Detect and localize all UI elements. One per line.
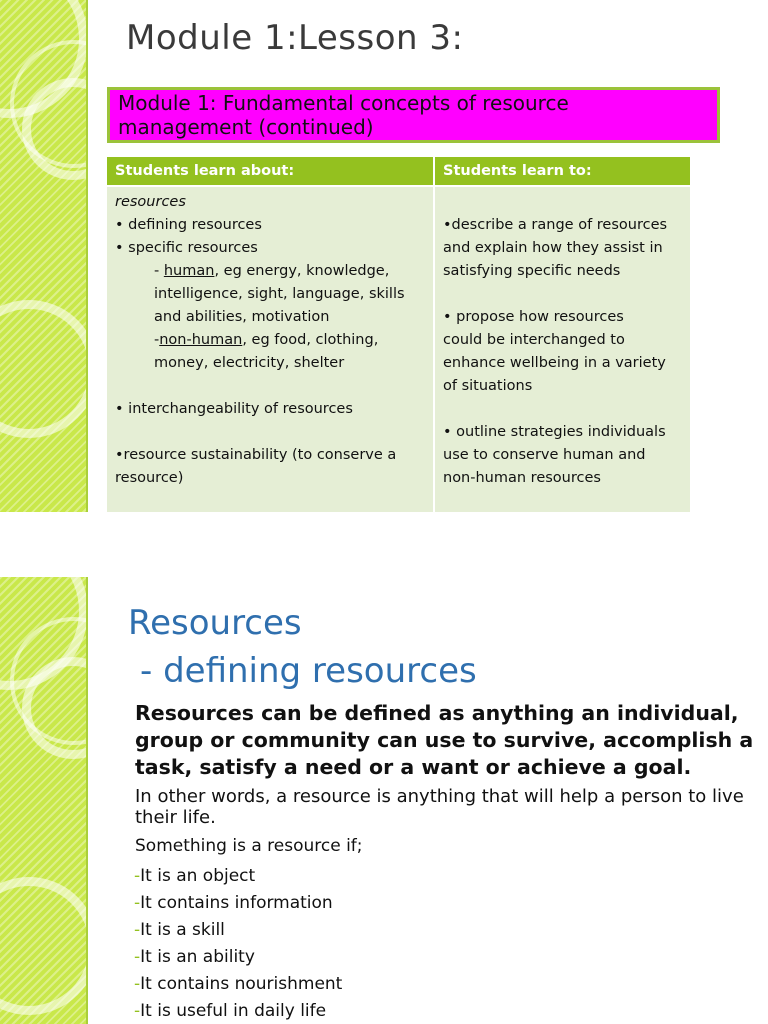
nonhuman-line: money, electricity, shelter (154, 355, 345, 371)
slide-title: Module 1:Lesson 3: (126, 18, 464, 58)
nonhuman-line (115, 329, 425, 352)
list-item (134, 863, 342, 890)
nonhuman-prefix: - (154, 332, 160, 348)
spacer (115, 375, 425, 398)
learn-to-line: enhance wellbeing in a variety (443, 355, 666, 371)
list-item-text: It is a skill (140, 920, 225, 940)
nonhuman-term: non-human (159, 332, 243, 348)
human-line: and abilities, motivation (154, 309, 330, 325)
dash-bullet: - (134, 1001, 141, 1021)
nonhuman-rest: , eg food, clothing, (242, 332, 379, 348)
learn-about-item: • interchangeability of resources (115, 401, 353, 417)
human-rest: , eg energy, knowledge, (214, 263, 390, 279)
decorative-ring (0, 877, 86, 1015)
table-header-row (107, 157, 690, 186)
header-learn-about: Students learn about: (107, 157, 434, 186)
list-item (134, 944, 342, 971)
learn-about-item: • specific resources (115, 240, 258, 256)
learn-about-item: resource) (115, 470, 184, 486)
dash-bullet: - (134, 974, 141, 994)
learn-to-line: and explain how they assist in (443, 240, 663, 256)
dash-bullet: - (134, 893, 141, 913)
spacer (115, 421, 425, 444)
learn-to-line: • outline strategies individuals (443, 424, 666, 440)
learn-to-line: could be interchanged to (443, 332, 625, 348)
slide-subheading: - defining resources (140, 651, 477, 691)
learn-to-line: of situations (443, 378, 533, 394)
band-edge (86, 577, 88, 1024)
learn-about-item: •resource sustainability (to conserve a (115, 447, 397, 463)
human-line (115, 260, 425, 283)
other-words-paragraph: In other words, a resource is anything that will help a person to live their life. (135, 786, 744, 828)
learn-to-line: satisfying specific needs (443, 263, 621, 279)
slide-defining-resources (0, 577, 768, 1024)
list-item-text: It is useful in daily life (140, 1001, 327, 1021)
dash-bullet: - (134, 947, 141, 967)
learn-to-line: non-human resources (443, 470, 601, 486)
list-item (134, 890, 342, 917)
human-term: human (163, 263, 215, 279)
decorative-lime-band (0, 577, 86, 1024)
syllabus-table (107, 157, 690, 512)
learn-to-cell (434, 186, 690, 512)
learn-to-line: use to conserve human and (443, 447, 646, 463)
table-row (107, 186, 690, 512)
criteria-list (134, 863, 342, 1024)
header-learn-to: Students learn to: (434, 157, 690, 186)
list-item (134, 998, 342, 1024)
module-banner: Module 1: Fundamental concepts of resource management (continued) (107, 87, 720, 143)
list-item (134, 917, 342, 944)
decorative-lime-band (0, 0, 86, 512)
list-item (134, 971, 342, 998)
human-prefix: - (154, 263, 164, 279)
learn-about-item: • defining resources (115, 217, 262, 233)
decorative-ring (0, 300, 86, 438)
spacer (443, 398, 682, 421)
learn-to-line: •describe a range of resources (443, 217, 668, 233)
definition-paragraph: Resources can be defined as anything an individual, group or community can use to survive, accomplish a task, satisfy a need or a want or achieve a goal. (135, 701, 754, 779)
human-line: intelligence, sight, language, skills (154, 286, 405, 302)
slide-heading: Resources (128, 603, 302, 643)
spacer (443, 283, 682, 306)
learn-to-line: • propose how resources (443, 309, 624, 325)
dash-bullet: - (134, 866, 141, 886)
learn-about-heading: resources (115, 194, 186, 210)
list-item-text: It is an ability (140, 947, 255, 967)
band-edge (86, 0, 88, 512)
list-item-text: It contains information (140, 893, 333, 913)
learn-about-cell (107, 186, 434, 512)
criteria-intro: Something is a resource if; (135, 836, 363, 856)
list-item-text: It contains nourishment (140, 974, 343, 994)
dash-bullet: - (134, 920, 141, 940)
spacer (443, 191, 682, 214)
list-item-text: It is an object (140, 866, 256, 886)
